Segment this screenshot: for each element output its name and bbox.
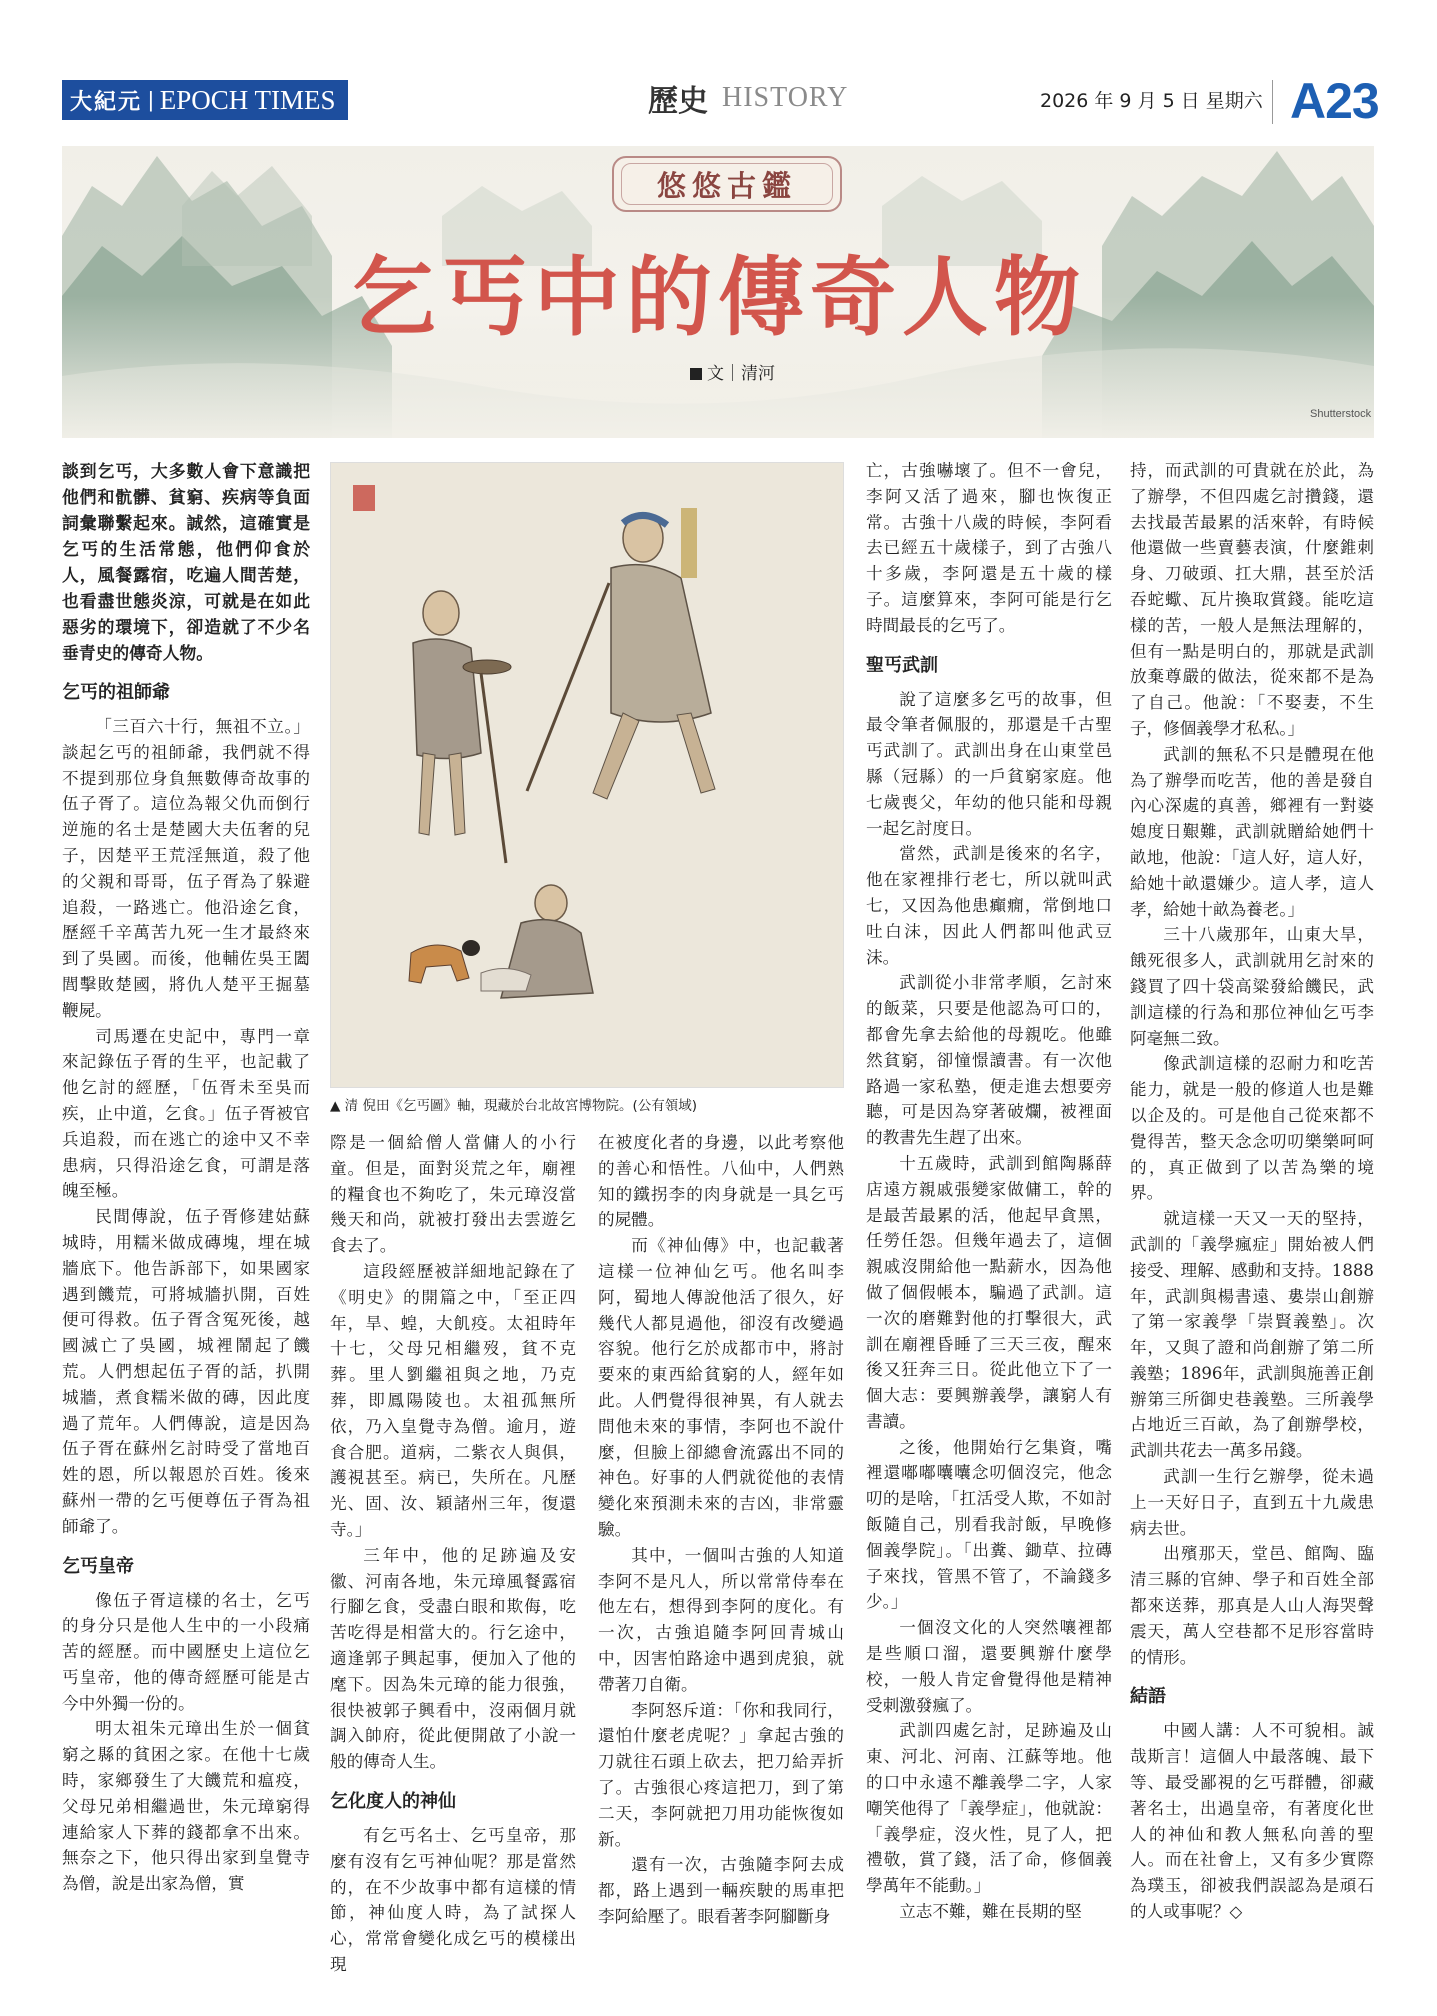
masthead-english: EPOCH TIMES	[159, 84, 336, 115]
paragraph: 武訓四處乞討，足跡遍及山東、河北、河南、江蘇等地。他的口中永遠不離義學二字，人家嘲笑他得了「義學症」，他就說：「義學症，沒火性，見了人，把禮敬，賞了錢，活了命，修個義學萬年不能動。」	[866, 1721, 1112, 1896]
paragraph: 像武訓這樣的忍耐力和吃苦能力，就是一般的修道人也是難以企及的。可是他自己從來都不覺得苦，整天念念叨叨樂樂呵呵的，真正做到了以苦為樂的境界。	[1130, 1054, 1374, 1203]
bullet-square-icon	[690, 368, 702, 380]
paragraph: 在被度化者的身邊，以此考察他的善心和悟性。八仙中，人們熟知的鐵拐李的肉身就是一具乞丐的屍體。	[598, 1133, 844, 1230]
paragraph: 武訓的無私不只是體現在他為了辦學而吃苦，他的善是發自內心深處的真善，鄉裡有一對婆媳度日艱難，武訓就贈給她們十畝地，他說：「這人好，這人好，給她十畝還嫌少。這人孝，這人孝，給她十畝為養老。」	[1130, 744, 1374, 919]
article-column-2	[330, 1130, 576, 1978]
article-lede: 談到乞丐，大多數人會下意識把他們和骯髒、貧窮、疾病等負面詞彙聯繫起來。誠然，這確實是乞丐的生活常態，他們仰食於人，風餐露宿，吃遍人間苦楚，也看盡世態炎涼，可就是在如此惡劣的環境下，卻造就了不少名垂青史的傳奇人物。	[62, 461, 310, 663]
paragraph: 中國人講：人不可貌相。誠哉斯言！這個人中最落魄、最下等、最受鄙視的乞丐群體，卻藏著名士，出過皇帝，有著度化世人的神仙和教人無私向善的聖人。而在社會上，又有多少實際為璞玉，卻被我們誤認為是頑石的人或事呢？◇	[1130, 1721, 1374, 1922]
paragraph: 而《神仙傳》中，也記載著這樣一位神仙乞丐。他名叫李阿，蜀地人傳說他活了很久，好幾代人都見過他，卻沒有改變過容貌。他行乞於成都市中，將討要來的東西給貧窮的人，經年如此。人們覺得很神異，有人就去問他未來的事情，李阿也不說什麼，但臉上卻總會流露出不同的神色。好事的人們就從他的表情變化來預測未來的吉凶，非常靈驗。	[598, 1236, 844, 1539]
series-label: 悠悠古鑑	[621, 163, 833, 205]
subheading-patriarch: 乞丐的祖師爺	[62, 682, 170, 703]
paragraph: 武訓一生行乞辦學，從未過上一天好日子，直到五十九歲患病去世。	[1130, 1467, 1374, 1538]
article-column-5	[1130, 458, 1374, 1925]
paragraph: 立志不難，難在長期的堅	[899, 1902, 1082, 1922]
paragraph: 明太祖朱元璋出生於一個貧窮之縣的貧困之家。在他十七歲時，家鄉發生了大饑荒和瘟疫，父母兄弟相繼過世，朱元璋窮得連給家人下葬的錢都拿不出來。無奈之下，他只得出家到皇覺寺為僧，說是出家為僧，實	[62, 1719, 310, 1894]
paragraph: 「三百六十行，無祖不立。」談起乞丐的祖師爺，我們就不得不提到那位身負無數傳奇故事的伍子胥了。這位為報父仇而倒行逆施的名士是楚國大夫伍奢的兒子，因楚平王荒淫無道，殺了他的父親和哥哥，伍子胥為了躲避追殺，一路逃亡。他沿途乞食，歷經千辛萬苦九死一生才最終來到了吳國。而後，他輔佐吳王闔閭擊敗楚國，將仇人楚平王掘墓鞭屍。	[62, 717, 310, 1020]
byline	[690, 359, 775, 384]
paragraph: 像伍子胥這樣的名士，乞丐的身分只是他人生中的一小段痛苦的經歷。而中國歷史上這位乞丐皇帝，他的傳奇經歷可能是古今中外獨一份的。	[62, 1590, 310, 1713]
page-number: A23	[1290, 73, 1379, 129]
issue-date: 2026 年 9 月 5 日 星期六	[1040, 90, 1263, 112]
article-headline: 乞丐中的傳奇人物	[350, 248, 1086, 348]
article-column-1	[62, 458, 310, 1897]
article-column-4	[866, 458, 1112, 1925]
paragraph: 民間傳說，伍子胥修建姑蘇城時，用糯米做成磚塊，埋在城牆底下。他告訴部下，如果國家遇到饑荒，可將城牆扒開，百姓便可得救。伍子胥含冤死後，越國滅亡了吳國，城裡鬧起了饑荒。人們想起伍子胥的話，扒開城牆，煮食糯米做的磚，因此度過了荒年。人們傳說，這是因為伍子胥在蘇州乞討時受了當地百姓的恩，所以報恩於百姓。後來蘇州一帶的乞丐便尊伍子胥為祖師爺了。	[62, 1207, 310, 1536]
paragraph: 就這樣一天又一天的堅持，武訓的「義學瘋症」開始被人們接受、理解、感動和支持。1888年，武訓與楊書遠、婁崇山創辦了第一家義學「崇賢義塾」。次年，又與了證和尚創辦了第二所義塾；1896年，武訓與施善正創辦第三所御史巷義塾。三所義學占地近三百畝，為了創辦學校，武訓共花去一萬多吊錢。	[1130, 1209, 1374, 1461]
paragraph: 有乞丐名士、乞丐皇帝，那麼有沒有乞丐神仙呢？那是當然的，在不少故事中都有這樣的情節，神仙度人時，為了試探人心，常常會變化成乞丐的模樣出現	[330, 1825, 576, 1974]
paragraph: 三十八歲那年，山東大旱，餓死很多人，武訓就用乞討來的錢買了四十袋高粱發給饑民，武訓這樣的行為和那位神仙乞丐李阿毫無二致。	[1130, 925, 1374, 1048]
paragraph: 說了這麼多乞丐的故事，但最令筆者佩服的，那還是千古聖丐武訓了。武訓出身在山東堂邑縣（冠縣）的一戶貧窮家庭。他七歲喪父，年幼的他只能和母親一起乞討度日。	[866, 689, 1112, 838]
paragraph: 之後，他開始行乞集資，嘴裡還嘟嘟囔囔念叨個沒完，他念叨的是啥，「扛活受人欺，不如討飯隨自己，別看我討飯，早晚修個義學院」。「出糞、鋤草、拉磚子來找，管黑不管了，不論錢多少。」	[866, 1437, 1112, 1612]
paragraph: 司馬遷在史記中，專門一章來記錄伍子胥的生平，也記載了他乞討的經歷，「伍胥未至吳而疾，止中道，乞食。」伍子胥被官兵追殺，而在逃亡的途中又不幸患病，只得沿途乞食，可謂是落魄至極。	[62, 1026, 310, 1201]
paragraph: 還有一次，古強隨李阿去成都，路上遇到一輛疾駛的馬車把李阿給壓了。眼看著李阿腳斷身	[598, 1855, 844, 1926]
paragraph: 出殯那天，堂邑、館陶、臨清三縣的官紳、學子和百姓全部都來送葬，那真是人山人海哭聲震天，萬人空巷都不足形容當時的情形。	[1130, 1544, 1374, 1667]
paragraph: 李阿怒斥道：「你和我同行，還怕什麼老虎呢？」拿起古強的刀就往石頭上砍去，把刀給弄折了。古強很心疼這把刀，到了第二天，李阿就把刀用功能恢復如新。	[598, 1700, 844, 1849]
article-column-3	[598, 1130, 844, 1930]
paragraph: 武訓從小非常孝順，乞討來的飯菜，只要是他認為可口的，都會先拿去給他的母親吃。他雖然貧窮，卻憧憬讀書。有一次他路過一家私塾，便走進去想要旁聽，可是因為穿著破爛，被裡面的教書先生趕了出來。	[866, 973, 1112, 1148]
figure-caption: ▲ 清 倪田《乞丐圖》軸，現藏於台北故宮博物院。(公有領域)	[330, 1098, 697, 1114]
paragraph: 十五歲時，武訓到館陶縣薛店遠方親戚張變家做傭工，幹的是最苦最累的活，他起早貪黑，任勞任怨。但幾年過去了，這個親戚沒開給他一點薪水，因為他做了個假帳本，騙過了武訓。這一次的磨難對他的打擊很大，武訓在廟裡昏睡了三天三夜，醒來後又狂奔三日。從此他立下了一個大志：要興辦義學，讓窮人有書讀。	[866, 1153, 1112, 1431]
paragraph: 一個沒文化的人突然嚷裡都是些順口溜，還要興辦什麼學校，一般人肯定會覺得他是精神受刺激發瘋了。	[866, 1618, 1112, 1715]
paragraph: 其中，一個叫古強的人知道李阿不是凡人，所以常常侍奉在他左右，想得到李阿的度化。有一次，古強追隨李阿回青城山中，因害怕路途中遇到虎狼，就帶著刀自衛。	[598, 1545, 844, 1694]
subheading-immortal: 乞化度人的神仙	[330, 1790, 456, 1812]
series-label-badge	[612, 156, 842, 212]
masthead-separator: |	[148, 87, 154, 112]
byline-text: 文｜清河	[707, 364, 775, 384]
beggars-figure-illustration	[331, 463, 843, 1087]
paragraph: 際是一個給僧人當傭人的小行童。但是，面對災荒之年，廟裡的糧食也不夠吃了，朱元璋沒當幾天和尚，就被打發出去雲遊乞食去了。	[330, 1133, 576, 1256]
masthead-logo	[62, 80, 348, 120]
section-title-english: HISTORY	[722, 82, 849, 113]
paragraph: 亡，古強嚇壞了。但不一會兒，李阿又活了過來，腳也恢復正常。古強十八歲的時候，李阿看去已經五十歲樣子，到了古強八十多歲，李阿還是五十歲的樣子。這麼算來，李阿可能是行乞時間最長的乞丐了。	[866, 461, 1112, 635]
masthead-chinese: 大紀元	[70, 89, 143, 115]
subheading-conclusion: 結語	[1130, 1686, 1166, 1708]
subheading-beggar-emperor: 乞丐皇帝	[62, 1555, 134, 1577]
paragraph: 持，而武訓的可貴就在於此，為了辦學，不但四處乞討攢錢，還去找最苦最累的活來幹，有時候他還做一些賣藝表演，什麼錐刺身、刀破頭、扛大鼎，甚至於活吞蛇蠍、瓦片換取賞錢。能吃這樣的苦，一般人是無法理解的，但有一點是明白的，那就是武訓放棄尊嚴的做法，從來都不是為了自己。他說：「不娶妻，不生子，修個義學才私私。」	[1130, 461, 1374, 738]
subheading-saint-beggar: 聖丐武訓	[866, 654, 938, 676]
banner-photo-credit: Shutterstock	[1310, 408, 1372, 420]
beggar-painting-image	[330, 462, 844, 1088]
section-title-chinese: 歷史	[648, 84, 708, 119]
paragraph: 這段經歷被詳細地記錄在了《明史》的開篇之中，「至正四年，旱、蝗，大飢疫。太祖時年十七，父母兄相繼歿，貧不克葬。里人劉繼祖與之地，乃克葬，即鳳陽陵也。太祖孤無所依，乃入皇覺寺為僧。逾月，遊食合肥。道病，二紫衣人與俱，護視甚至。病已，失所在。凡歷光、固、汝、穎諸州三年，復還寺。」	[330, 1261, 576, 1539]
paragraph: 三年中，他的足跡遍及安徽、河南各地，朱元璋風餐露宿行腳乞食，受盡白眼和欺侮，吃苦吃得是相當大的。行乞途中，適逢郭子興起事，便加入了他的麾下。因為朱元璋的能力很強，很快被郭子興看中，沒兩個月就調入帥府，從此便開啟了小說一般的傳奇人生。	[330, 1545, 576, 1772]
header-divider	[1272, 80, 1273, 124]
paragraph: 當然，武訓是後來的名字，他在家裡排行老七，所以就叫武七，又因為他患癲癇，常倒地口吐白沫，因此人們都叫他武豆沫。	[866, 844, 1112, 967]
